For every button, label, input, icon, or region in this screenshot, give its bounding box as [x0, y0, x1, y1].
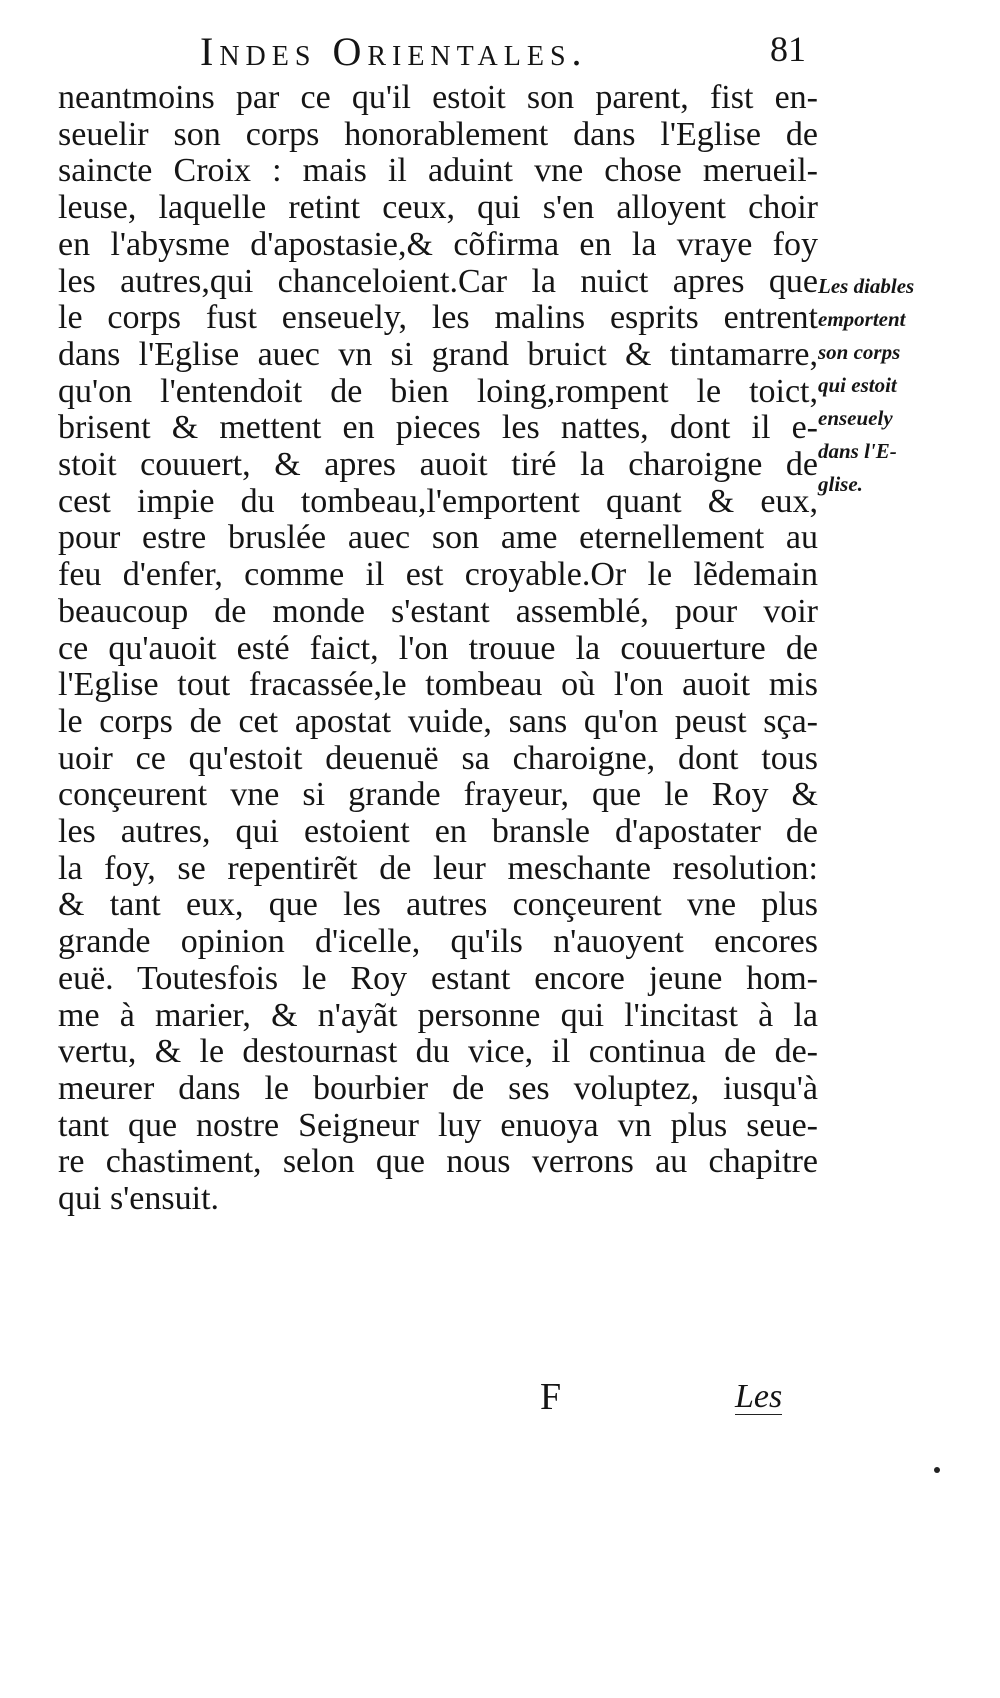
- text-line: beaucoup de monde s'estant assemblé, pour voir: [58, 592, 818, 630]
- text-line: pour estre bruslée auec son ame eternellement au: [58, 519, 818, 557]
- text-line: re chastiment, selon que nous verrons au chapitre: [58, 1143, 818, 1181]
- marginal-note-line: Les diables: [818, 274, 915, 298]
- text-line: qu'on l'entendoit de bien loing,rompent le toict,: [58, 372, 818, 410]
- marginal-note-line: emportent: [818, 307, 906, 331]
- text-line: me à marier, & n'ayãt personne qui l'incitast à la: [58, 996, 818, 1034]
- text-line: brisent & mettent en pieces les nattes, dont il e-: [58, 409, 818, 447]
- text-line: le corps de cet apostat vuide, sans qu'on peust sça-: [58, 702, 818, 740]
- text-line: euë. Toutesfois le Roy estant encore jeune hom-: [58, 959, 818, 997]
- text-line: tant que nostre Seigneur luy enuoya vn plus seue-: [58, 1106, 818, 1144]
- marginal-note-line: son corps: [818, 340, 901, 364]
- text-line: dans l'Eglise auec vn si grand bruict & tintamarre,: [58, 335, 818, 373]
- body-text: [58, 80, 818, 1218]
- text-line: conçeurent vne si grande frayeur, que le Roy &: [58, 776, 818, 814]
- text-line: feu d'enfer, comme il est croyable.Or le lẽdemain: [58, 556, 818, 594]
- marginal-note-line: dans l'E-: [818, 439, 897, 463]
- text-line: & tant eux, que les autres conçeurent vne plus: [58, 886, 818, 924]
- text-line: cest impie du tombeau,l'emportent quant & eux,: [58, 482, 818, 520]
- text-line: seuelir son corps honorablement dans l'Eglise de: [58, 115, 818, 153]
- marginal-note-line: enseuely: [818, 406, 893, 430]
- marginal-note-line: qui estoit: [818, 373, 897, 397]
- text-line: le corps fust enseuely, les malins esprits entrent: [58, 299, 818, 337]
- text-line: meurer dans le bourbier de ses voluptez, iusqu'à: [58, 1069, 818, 1107]
- ink-speck: [934, 1467, 940, 1473]
- page-number: 81: [770, 29, 806, 69]
- text-line: stoit couuert, & apres auoit tiré la charoigne de: [58, 446, 818, 484]
- text-line: la foy, se repentirẽt de leur meschante resolution:: [58, 849, 818, 887]
- catchword: Les: [735, 1378, 783, 1415]
- marginal-note-line: glise.: [818, 472, 863, 496]
- text-line: les autres, qui estoient en bransle d'apostater de: [58, 813, 818, 851]
- text-line: les autres,qui chanceloient.Car la nuict apres que: [58, 262, 818, 300]
- text-line: grande opinion d'icelle, qu'ils n'auoyent encores: [58, 923, 818, 961]
- text-line: vertu, & le destournast du vice, il continua de de-: [58, 1033, 818, 1071]
- text-line: uoir ce qu'estoit deuenuë sa charoigne, dont tous: [58, 739, 818, 777]
- text-line: qui s'ensuit.: [58, 1180, 220, 1218]
- text-line: leuse, laquelle retint ceux, qui s'en alloyent choir: [58, 189, 818, 227]
- text-line: ce qu'auoit esté faict, l'on trouue la couuerture de: [58, 629, 818, 667]
- text-line: saincte Croix : mais il aduint vne chose merueil-: [58, 152, 818, 190]
- running-head: Indes Orientales.: [200, 29, 588, 74]
- text-line: l'Eglise tout fracassée,le tombeau où l'on auoit mis: [58, 666, 818, 704]
- marginal-note: [818, 270, 938, 501]
- signature-mark: F: [540, 1376, 562, 1418]
- text-line: en l'abysme d'apostasie,& cõfirma en la vraye foy: [58, 225, 818, 263]
- text-line: neantmoins par ce qu'il estoit son parent, fist en-: [58, 79, 818, 116]
